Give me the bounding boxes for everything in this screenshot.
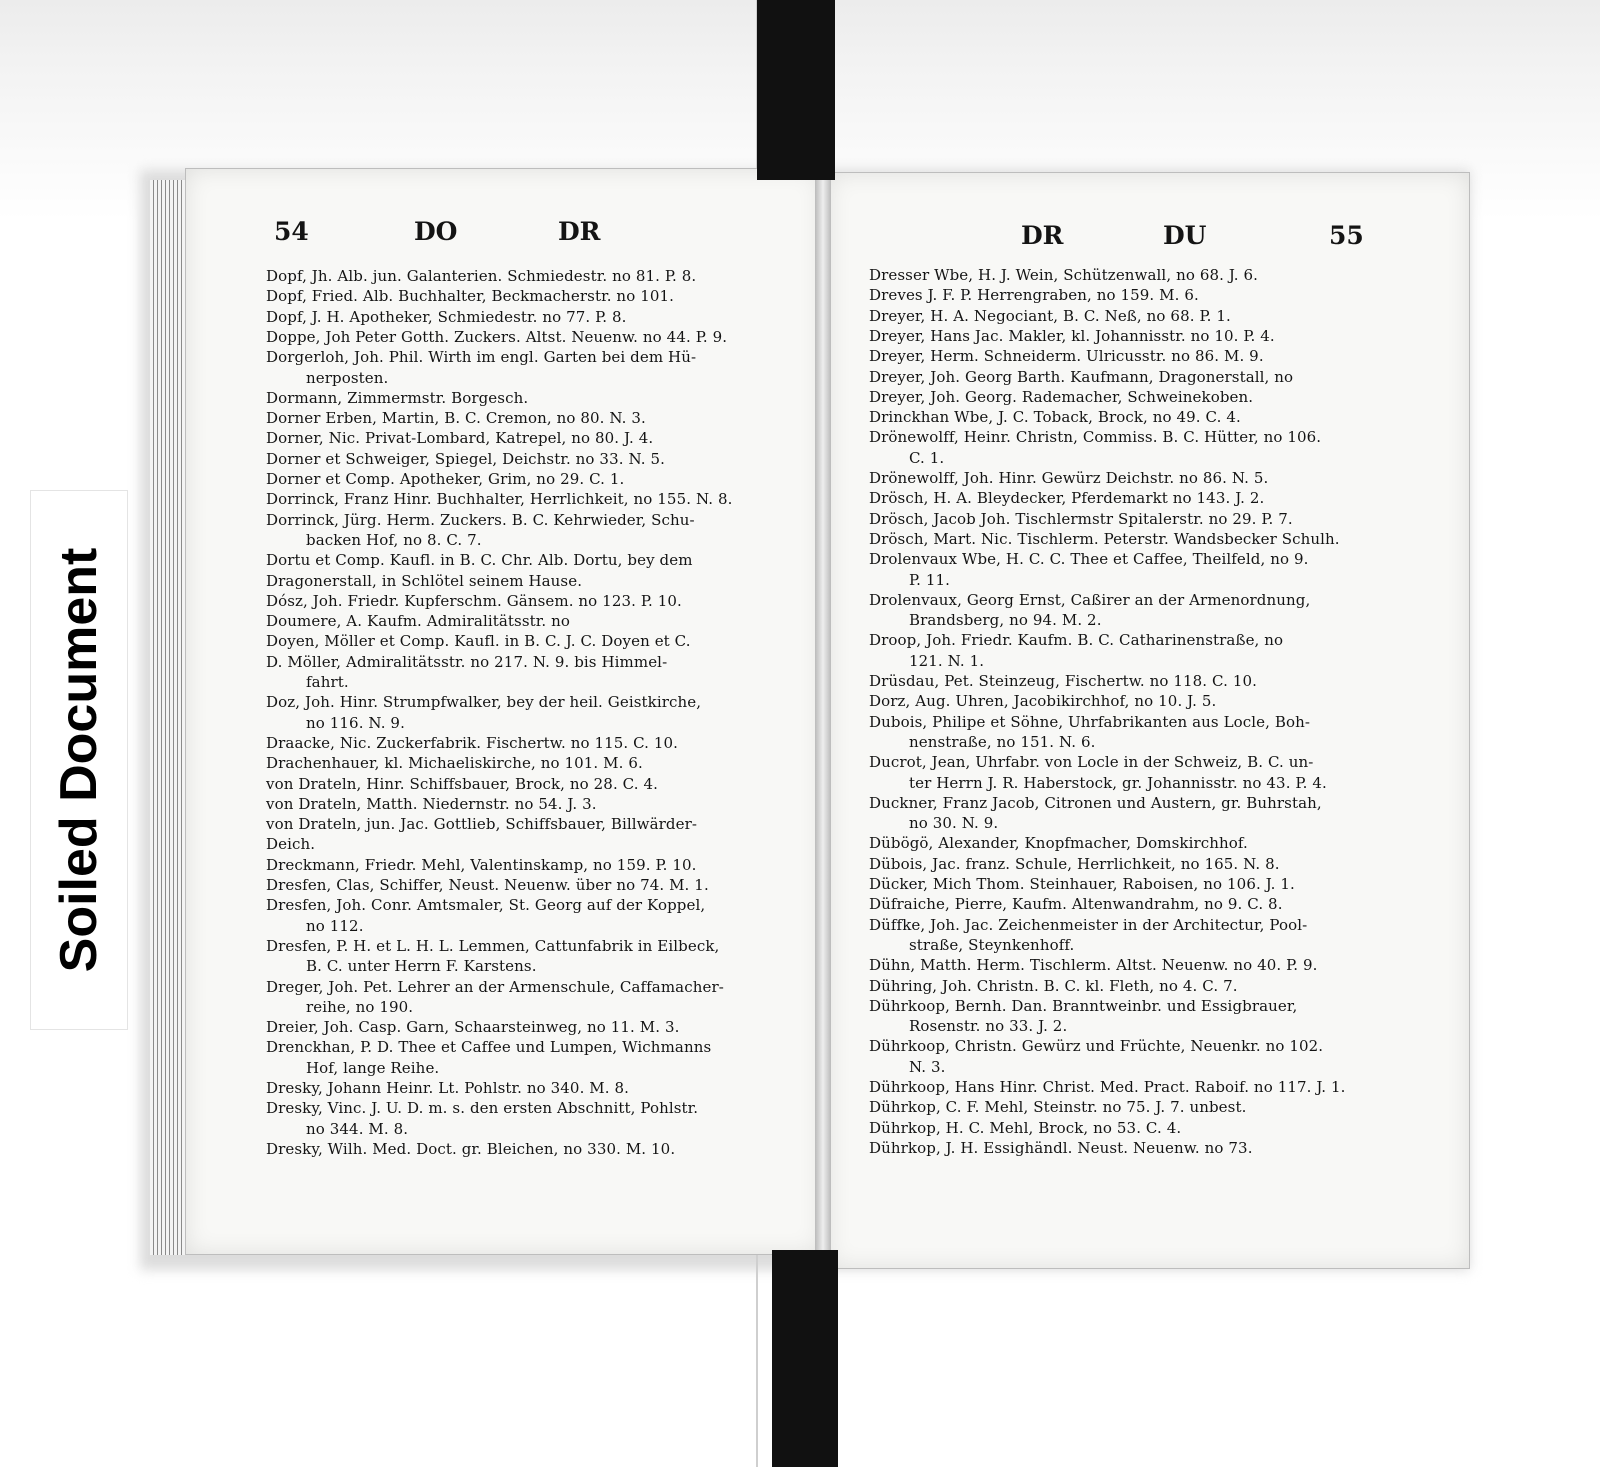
- directory-line: Dührkoop, Bernh. Dan. Branntweinbr. und Essigbrauer,: [869, 996, 1298, 1015]
- directory-line: Drüsdau, Pet. Steinzeug, Fischertw. no 118. C. 10.: [869, 672, 1257, 690]
- directory-line: Dübögö, Alexander, Knopfmacher, Domskirchhof.: [869, 834, 1248, 853]
- directory-line: Drösch, H. A. Bleydecker, Pferdemarkt no 143. J. 2.: [869, 489, 1265, 508]
- directory-line: Dührkop, C. F. Mehl, Steinstr. no 75. J. 7. unbest.: [869, 1098, 1247, 1117]
- directory-line: Dreyer, Joh. Georg Barth. Kaufmann, Dragonerstall, no: [869, 367, 1294, 386]
- directory-line: Dreyer, H. A. Negociant, B. C. Neß, no 68. P. 1.: [869, 306, 1231, 325]
- right-running-head-start: DR: [1021, 221, 1064, 250]
- directory-line: Drolenvaux, Georg Ernst, Caßirer an der Armenordnung,: [869, 590, 1311, 609]
- directory-line: von Drateln, Matth. Niedernstr. no 54. J. 3.: [266, 794, 597, 813]
- right-page: [828, 172, 1470, 1269]
- left-running-head-start: DO: [414, 217, 458, 246]
- directory-line: Dührkop, J. H. Essighändl. Neust. Neuenw. no 73.: [869, 1138, 1253, 1157]
- directory-line: B. C. unter Herrn F. Karstens.: [306, 957, 537, 976]
- directory-line: Doyen, Möller et Comp. Kaufl. in B. C. J. C. Doyen et C.: [266, 632, 691, 651]
- directory-line: Dresky, Johann Heinr. Lt. Pohlstr. no 340. M. 8.: [266, 1079, 630, 1097]
- left-page-number: 54: [274, 217, 309, 246]
- directory-line: Dorner et Comp. Apotheker, Grim, no 29. C. 1.: [266, 470, 625, 488]
- directory-line: Dührkoop, Christn. Gewürz und Früchte, Neuenkr. no 102.: [869, 1037, 1324, 1056]
- directory-line: Doppe, Joh Peter Gotth. Zuckers. Altst. Neuenw. no 44. P. 9.: [266, 327, 728, 346]
- directory-line: Dormann, Zimmermstr. Borgesch.: [266, 388, 529, 407]
- directory-line: Dreger, Joh. Pet. Lehrer an der Armenschule, Caffamacher-: [266, 977, 724, 996]
- directory-line: Dubois, Philipe et Söhne, Uhrfabrikanten aus Locle, Boh-: [869, 712, 1311, 731]
- directory-line: Dühring, Joh. Christn. B. C. kl. Fleth, no 4. C. 7.: [869, 976, 1238, 995]
- directory-line: Drenckhan, P. D. Thee et Caffee und Lumpen, Wichmanns: [266, 1038, 712, 1057]
- right-running-head-end: DU: [1163, 221, 1207, 250]
- directory-line: nerposten.: [306, 368, 389, 387]
- directory-line: Drönewolff, Joh. Hinr. Gewürz Deichstr. no 86. N. 5.: [869, 469, 1269, 487]
- directory-line: Dresfen, Joh. Conr. Amtsmaler, St. Georg auf der Koppel,: [266, 896, 706, 915]
- directory-line: Drachenhauer, kl. Michaeliskirche, no 101. M. 6.: [266, 754, 643, 773]
- directory-line: Rosenstr. no 33. J. 2.: [909, 1017, 1068, 1036]
- directory-line: Drönewolff, Heinr. Christn, Commiss. B. C. Hütter, no 106.: [869, 428, 1322, 447]
- directory-line: no 112.: [306, 916, 364, 935]
- book-gutter: [815, 170, 831, 1265]
- page-edges: [150, 180, 190, 1255]
- directory-line: no 30. N. 9.: [909, 814, 999, 833]
- directory-line: Dorgerloh, Joh. Phil. Wirth im engl. Garten bei dem Hü-: [266, 348, 697, 367]
- directory-line: Drösch, Jacob Joh. Tischlermstr Spitalerstr. no 29. P. 7.: [869, 509, 1293, 528]
- directory-line: Dührkoop, Hans Hinr. Christ. Med. Pract. Raboif. no 117. J. 1.: [869, 1078, 1346, 1096]
- directory-line: Düfraiche, Pierre, Kaufm. Altenwandrahm, no 9. C. 8.: [869, 895, 1283, 914]
- left-running-head-end: DR: [558, 217, 601, 246]
- directory-line: Dorner, Nic. Privat-Lombard, Katrepel, no 80. J. 4.: [266, 429, 654, 448]
- directory-line: Deich.: [266, 835, 316, 854]
- directory-line: Ducrot, Jean, Uhrfabr. von Locle in der Schweiz, B. C. un-: [869, 753, 1314, 772]
- directory-line: reihe, no 190.: [306, 997, 414, 1016]
- directory-line: Dresky, Wilh. Med. Doct. gr. Bleichen, no 330. M. 10.: [266, 1139, 676, 1158]
- directory-line: Dopf, Jh. Alb. jun. Galanterien. Schmiedestr. no 81. P. 8.: [266, 267, 697, 285]
- directory-line: Düffke, Joh. Jac. Zeichenmeister in der Architectur, Pool-: [869, 915, 1308, 934]
- directory-line: Dorner Erben, Martin, B. C. Cremon, no 80. N. 3.: [266, 409, 646, 428]
- directory-line: Dreyer, Herm. Schneiderm. Ulricusstr. no 86. M. 9.: [869, 347, 1264, 366]
- directory-line: no 116. N. 9.: [306, 713, 405, 732]
- directory-line: Dreckmann, Friedr. Mehl, Valentinskamp, no 159. P. 10.: [266, 855, 697, 874]
- directory-line: Dopf, Fried. Alb. Buchhalter, Beckmacherstr. no 101.: [266, 287, 674, 306]
- directory-line: Dortu et Comp. Kaufl. in B. C. Chr. Alb. Dortu, bey dem: [266, 551, 693, 570]
- directory-line: Dübois, Jac. franz. Schule, Herrlichkeit, no 165. N. 8.: [869, 854, 1280, 873]
- directory-line: P. 11.: [909, 570, 951, 589]
- directory-line: Drösch, Mart. Nic. Tischlerm. Peterstr. Wandsbecker Schulh.: [869, 529, 1340, 548]
- directory-line: Dreyer, Hans Jac. Makler, kl. Johannisstr. no 10. P. 4.: [869, 326, 1275, 345]
- directory-line: Doumere, A. Kaufm. Admiralitätsstr. no: [266, 612, 571, 631]
- directory-line: Dorz, Aug. Uhren, Jacobikirchhof, no 10. J. 5.: [869, 692, 1217, 711]
- directory-line: no 344. M. 8.: [306, 1119, 409, 1138]
- directory-line: Drinckhan Wbe, J. C. Toback, Brock, no 49. C. 4.: [869, 408, 1241, 427]
- directory-line: Dopf, J. H. Apotheker, Schmiedestr. no 77. P. 8.: [266, 307, 627, 326]
- directory-line: Dreier, Joh. Casp. Garn, Schaarsteinweg, no 11. M. 3.: [266, 1018, 680, 1037]
- directory-line: 121. N. 1.: [909, 651, 985, 670]
- directory-line: Dorner et Schweiger, Spiegel, Deichstr. no 33. N. 5.: [266, 449, 665, 468]
- directory-line: Dühn, Matth. Herm. Tischlerm. Altst. Neuenw. no 40. P. 9.: [869, 956, 1318, 975]
- directory-line: Dresfen, P. H. et L. H. L. Lemmen, Cattunfabrik in Eilbeck,: [266, 936, 720, 955]
- directory-line: Dresfen, Clas, Schiffer, Neust. Neuenw. über no 74. M. 1.: [266, 876, 709, 894]
- directory-line: straße, Steynkenhoff.: [909, 935, 1075, 954]
- directory-line: Doz, Joh. Hinr. Strumpfwalker, bey der heil. Geistkirche,: [266, 693, 702, 712]
- directory-line: fahrt.: [306, 673, 349, 691]
- directory-line: ter Herrn J. R. Haberstock, gr. Johannisstr. no 43. P. 4.: [909, 773, 1327, 792]
- right-page-number: 55: [1329, 221, 1364, 250]
- left-page: [185, 168, 822, 1255]
- binding-strap-top: [757, 0, 835, 180]
- directory-line: Droop, Joh. Friedr. Kaufm. B. C. Catharinenstraße, no: [869, 631, 1284, 650]
- directory-line: Dresky, Vinc. J. U. D. m. s. den ersten Abschnitt, Pohlstr.: [266, 1099, 699, 1118]
- directory-line: Dorrinck, Franz Hinr. Buchhalter, Herrlichkeit, no 155. N. 8.: [266, 490, 733, 509]
- binding-strap-bottom: [772, 1250, 838, 1467]
- directory-line: von Drateln, jun. Jac. Gottlieb, Schiffsbauer, Billwärder-: [266, 815, 698, 834]
- directory-line: N. 3.: [909, 1057, 946, 1076]
- directory-line: Dührkop, H. C. Mehl, Brock, no 53. C. 4.: [869, 1118, 1182, 1137]
- directory-line: Dragonerstall, in Schlötel seinem Hause.: [266, 571, 583, 590]
- directory-line: Dreyer, Joh. Georg. Rademacher, Schweinekoben.: [869, 387, 1254, 406]
- directory-line: Duckner, Franz Jacob, Citronen und Austern, gr. Buhrstah,: [869, 793, 1322, 812]
- directory-line: Dósz, Joh. Friedr. Kupferschm. Gänsem. no 123. P. 10.: [266, 591, 682, 610]
- directory-line: D. Möller, Admiralitätsstr. no 217. N. 9. bis Himmel-: [266, 652, 668, 671]
- directory-line: Brandsberg, no 94. M. 2.: [909, 611, 1102, 630]
- directory-line: von Drateln, Hinr. Schiffsbauer, Brock, no 28. C. 4.: [266, 774, 658, 793]
- directory-line: C. 1.: [909, 448, 945, 467]
- directory-line: Dreves J. F. P. Herrengraben, no 159. M. 6.: [869, 286, 1199, 305]
- directory-line: Dorrinck, Jürg. Herm. Zuckers. B. C. Kehrwieder, Schu-: [266, 510, 695, 529]
- directory-line: backen Hof, no 8. C. 7.: [306, 530, 482, 549]
- directory-line: nenstraße, no 151. N. 6.: [909, 732, 1096, 751]
- directory-line: Hof, lange Reihe.: [306, 1058, 440, 1077]
- directory-line: Dresser Wbe, H. J. Wein, Schützenwall, no 68. J. 6.: [869, 266, 1259, 284]
- soiled-document-stamp: [30, 490, 128, 1030]
- directory-line: Draacke, Nic. Zuckerfabrik. Fischertw. no 115. C. 10.: [266, 733, 679, 752]
- directory-line: Drolenvaux Wbe, H. C. C. Thee et Caffee, Theilfeld, no 9.: [869, 550, 1309, 569]
- stamp-label: Soiled Document: [50, 547, 108, 973]
- directory-line: Dücker, Mich Thom. Steinhauer, Raboisen, no 106. J. 1.: [869, 875, 1295, 893]
